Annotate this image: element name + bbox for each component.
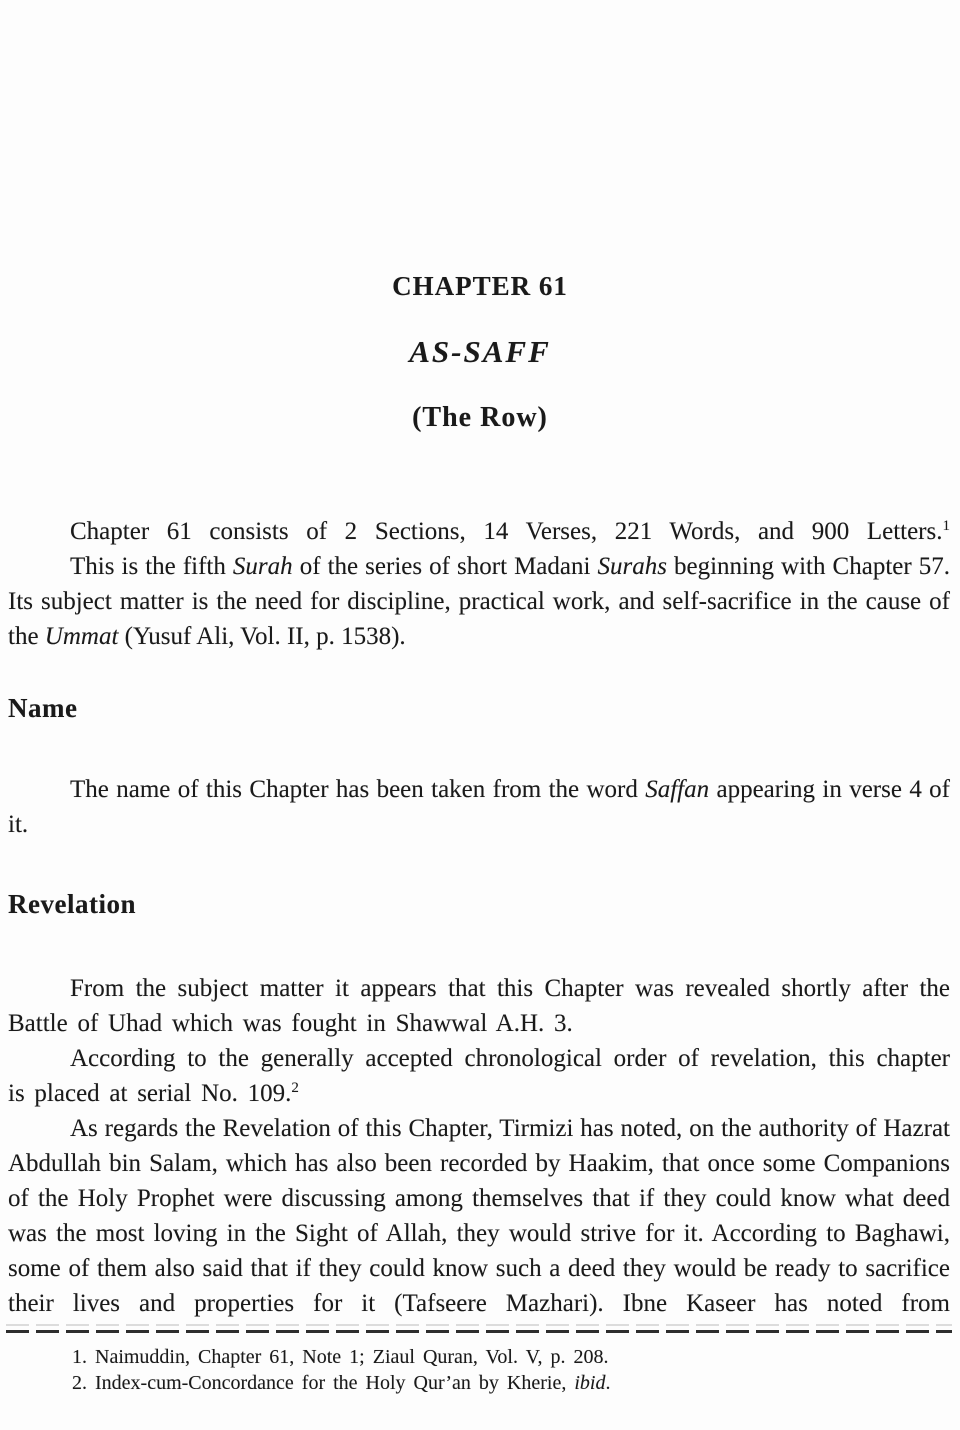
- intro-paragraph-1: [8, 514, 950, 549]
- revelation-paragraph-1: [8, 971, 950, 1041]
- revelation-paragraph-3: [8, 1111, 950, 1321]
- italic-run: Surah: [232, 553, 293, 580]
- name-paragraph: [8, 772, 950, 842]
- surah-subtitle: (The Row): [412, 402, 548, 433]
- italic-run: ibid: [574, 1372, 606, 1394]
- text-run: (Yusuf Ali, Vol. II, p. 1538).: [118, 623, 406, 650]
- body-text: [8, 514, 950, 1321]
- footnote-separator: [6, 1324, 952, 1333]
- footnote-ref-1: 1: [942, 518, 950, 534]
- footnotes: [72, 1344, 950, 1396]
- text-run: of the series of short Madani: [292, 553, 598, 580]
- footnote-separator-line: [6, 1330, 952, 1333]
- section-heading-revelation: Revelation: [8, 889, 136, 919]
- footnote-separator-ghost-line: [6, 1324, 952, 1326]
- italic-run: Ummat: [44, 623, 119, 650]
- footnote-1: [72, 1344, 950, 1370]
- text-run: 1. Naimuddin, Chapter 61, Note 1; Ziaul Quran, Vol. V, p. 208.: [72, 1346, 609, 1368]
- intro-paragraph-2: [8, 549, 950, 654]
- text-run: According to the generally accepted chronological order of revelation, this chapter is placed at serial No. 109.: [8, 1045, 950, 1107]
- section-heading-name: Name: [8, 693, 78, 723]
- text-run: From the subject matter it appears that this Chapter was revealed shortly after the Battle of Uhad which was fought in Shawwal A.H. 3.: [8, 975, 950, 1037]
- italic-run: Surahs: [597, 553, 667, 580]
- text-run: beginning with Chapter 57. Its subject matter is the need for discipline, practical work, and self-sacrifice in the cause of the: [8, 553, 950, 650]
- footnote-ref-2: 2: [291, 1080, 299, 1096]
- text-run: Chapter 61 consists of 2 Sections, 14 Verses, 221 Words, and 900 Letters.: [70, 518, 943, 545]
- surah-title: AS-SAFF: [409, 334, 551, 369]
- text-run: The name of this Chapter has been taken from the word: [70, 776, 646, 803]
- text-run: .: [605, 1372, 611, 1394]
- revelation-paragraph-2: [8, 1041, 950, 1111]
- text-run: appearing in verse 4 of it.: [8, 776, 950, 838]
- text-run: This is the fifth: [70, 553, 233, 580]
- footnote-2: [72, 1370, 950, 1396]
- text-run: As regards the Revelation of this Chapter, Tirmizi has noted, on the authority of Hazrat Abdullah bin Salam, which has also been recorded by Haakim, that once some Companions of the Holy Prophet were discussing among themselves that if they could know what deed was the most loving in the Sight of Allah, they would strive for it. According to Baghawi, some of them also said that if they could know such a deed they would be ready to sacrifice their lives and properties for it (Tafseere Mazhari). Ibne Kaseer has noted from: [8, 1115, 950, 1317]
- text-run: 2. Index-cum-Concordance for the Holy Qur’an by Kherie,: [72, 1372, 575, 1394]
- italic-run: Saffan: [645, 776, 710, 803]
- chapter-heading: CHAPTER 61: [392, 271, 568, 301]
